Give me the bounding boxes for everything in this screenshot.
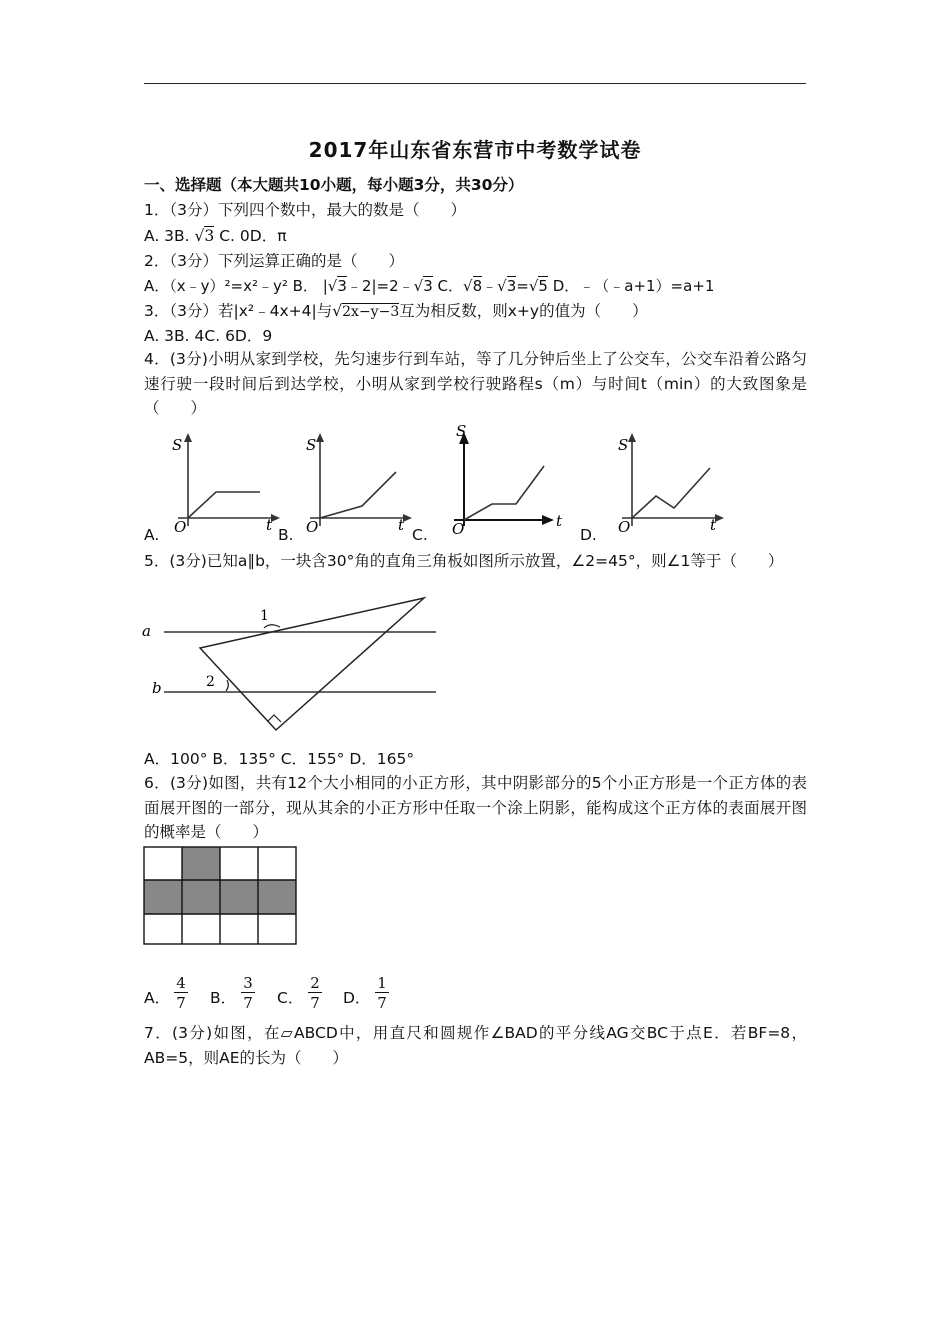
q4-graph-c [440,420,570,536]
sqrt-symbol: √ [463,277,473,295]
q1-option-ab: A. 3B. [144,227,190,245]
axis-s-label: S [172,436,183,454]
sqrt-symbol: √ [327,277,338,295]
q2-option-d: D．﹣（﹣a+1）=a+1 [552,277,715,295]
q5-stem: 5．(3分)已知a∥b，一块含30°角的直角三角板如图所示放置，∠2=45°，则∠1等于（ ） [144,552,784,570]
q2-radicand-3b: 3 [423,277,433,295]
q2-radicand-3a: 3 [337,277,347,295]
q6-option-c-fraction [308,974,322,1013]
q6-option-b-fraction [241,974,255,1013]
label-a: a [142,622,151,640]
sqrt-symbol: √ [189,227,205,245]
shaded-cell [220,880,258,914]
q3-options: A. 3B. 4C. 6D．9 [144,327,273,345]
q4-stem: 4．(3分)小明从家到学校，先匀速步行到车站，等了几分钟后坐上了公交车，公交车沿着公路匀速行驶一段时间后到达学校，小明从家到学校行驶路程s（m）与时间t（min）的大致图象是（ ） [144,350,807,417]
sqrt-symbol: √ [497,277,507,295]
q1-stem: 1．（3分）下列四个数中，最大的数是（ ） [144,201,466,219]
q2-stem: 2．（3分）下列运算正确的是（ ） [144,252,404,270]
q4-label-d: D. [580,526,597,544]
axis-s-label: S [306,436,317,454]
q1-options [144,225,287,247]
origin-label: O [618,518,631,536]
denominator: 7 [176,994,186,1012]
q4-label-b: B. [278,526,294,544]
q2-option-ab: A．（x﹣y）²=x²﹣y² B． [144,277,318,295]
q5-figure [140,594,445,734]
abs-bar-right: | [311,302,317,320]
right-angle-mark [268,715,281,722]
q3-radicand: 2x−y−3 [342,304,400,320]
q3-abs-expression: x²﹣4x+4 [238,302,312,320]
angle-2-arc [226,680,228,691]
axis-s-label: S [456,422,467,440]
sqrt-symbol: √ [528,277,539,295]
axis-t-label: t [710,516,717,534]
q3-suffix: 互为相反数，则x+y的值为（ ） [399,302,648,320]
q1-sqrt-radicand: 3 [204,227,215,245]
denominator: 7 [310,994,320,1012]
section-heading: 一、选择题（本大题共10小题，每小题3分，共30分） [144,176,524,194]
q7-stem: 7．(3分)如图，在▱ABCD中，用直尺和圆规作∠BAD的平分线AG交BC于点E．若BF=8，AB=5，则AE的长为（ ） [144,1024,807,1067]
q2-option-b-tail: =2﹣ [376,277,414,295]
axis-t-label: t [556,512,563,530]
numerator: 4 [174,974,188,993]
q6-option-b-label: B． [210,989,237,1007]
abs-bar-right: | [371,277,377,295]
q3-stem [144,300,648,323]
q6-option-c-label: C． [277,989,304,1007]
page-title: 2017年山东省东营市中考数学试卷 [308,138,642,162]
q6-option-d-fraction [375,974,389,1013]
q5-options: A．100° B．135° C．155° D．165° [144,750,415,768]
q4-label-a: A. [144,526,160,544]
sqrt-symbol: √ [413,277,424,295]
label-angle-1: 1 [260,608,269,624]
numerator: 2 [308,974,322,993]
origin-label: O [306,518,319,536]
denominator: 7 [377,994,387,1012]
shaded-cell [258,880,296,914]
label-angle-2: 2 [206,674,215,690]
axis-s-label: S [618,436,629,454]
q2-equals: = [516,277,529,295]
numerator: 3 [241,974,255,993]
origin-label: O [452,520,465,536]
q6-option-a-label: A． [144,989,171,1007]
q6-grid [143,846,298,946]
denominator: 7 [243,994,253,1012]
q2-option-c-label: C． [437,277,463,295]
q4-graph-b [292,430,412,536]
shaded-cell [144,880,182,914]
q2-radicand-8: 8 [472,277,483,295]
top-rule [144,83,806,84]
q6-stem: 6．(3分)如图，共有12个大小相同的小正方形，其中阴影部分的5个小正方形是一个正方体的表面展开图的一部分，现从其余的小正方形中任取一个涂上阴影，能构成这个正方体的表面展开图的概率是（ ） [144,774,807,841]
q4-graph-d [604,430,724,536]
q3-prefix: 3．（3分）若 [144,302,234,320]
angle-1-arc [264,625,280,628]
label-b: b [152,679,162,697]
axis-t-label: t [266,516,273,534]
q2-minus: ﹣ [482,277,498,295]
q1-option-cd: C. 0D．π [219,227,287,245]
q6-option-d-label: D． [343,989,371,1007]
q2-options [144,275,714,297]
q4-graph-a [160,430,280,536]
abs-bar-left: | [233,302,239,320]
q3-mid: 与 [316,302,333,320]
q2-minus-two: ﹣2 [346,277,372,295]
numerator: 1 [375,974,389,993]
origin-label: O [174,518,187,536]
shaded-cell [182,847,220,880]
q2-radicand-5: 5 [538,277,548,295]
set-square [200,598,424,730]
q2-radicand-3c: 3 [506,277,517,295]
axis-t-label: t [398,516,405,534]
q4-label-c: C. [412,526,428,544]
shaded-cell [182,880,220,914]
sqrt-symbol: √ [332,302,343,320]
abs-bar-left: | [322,277,328,295]
q6-option-a-fraction [174,974,188,1013]
